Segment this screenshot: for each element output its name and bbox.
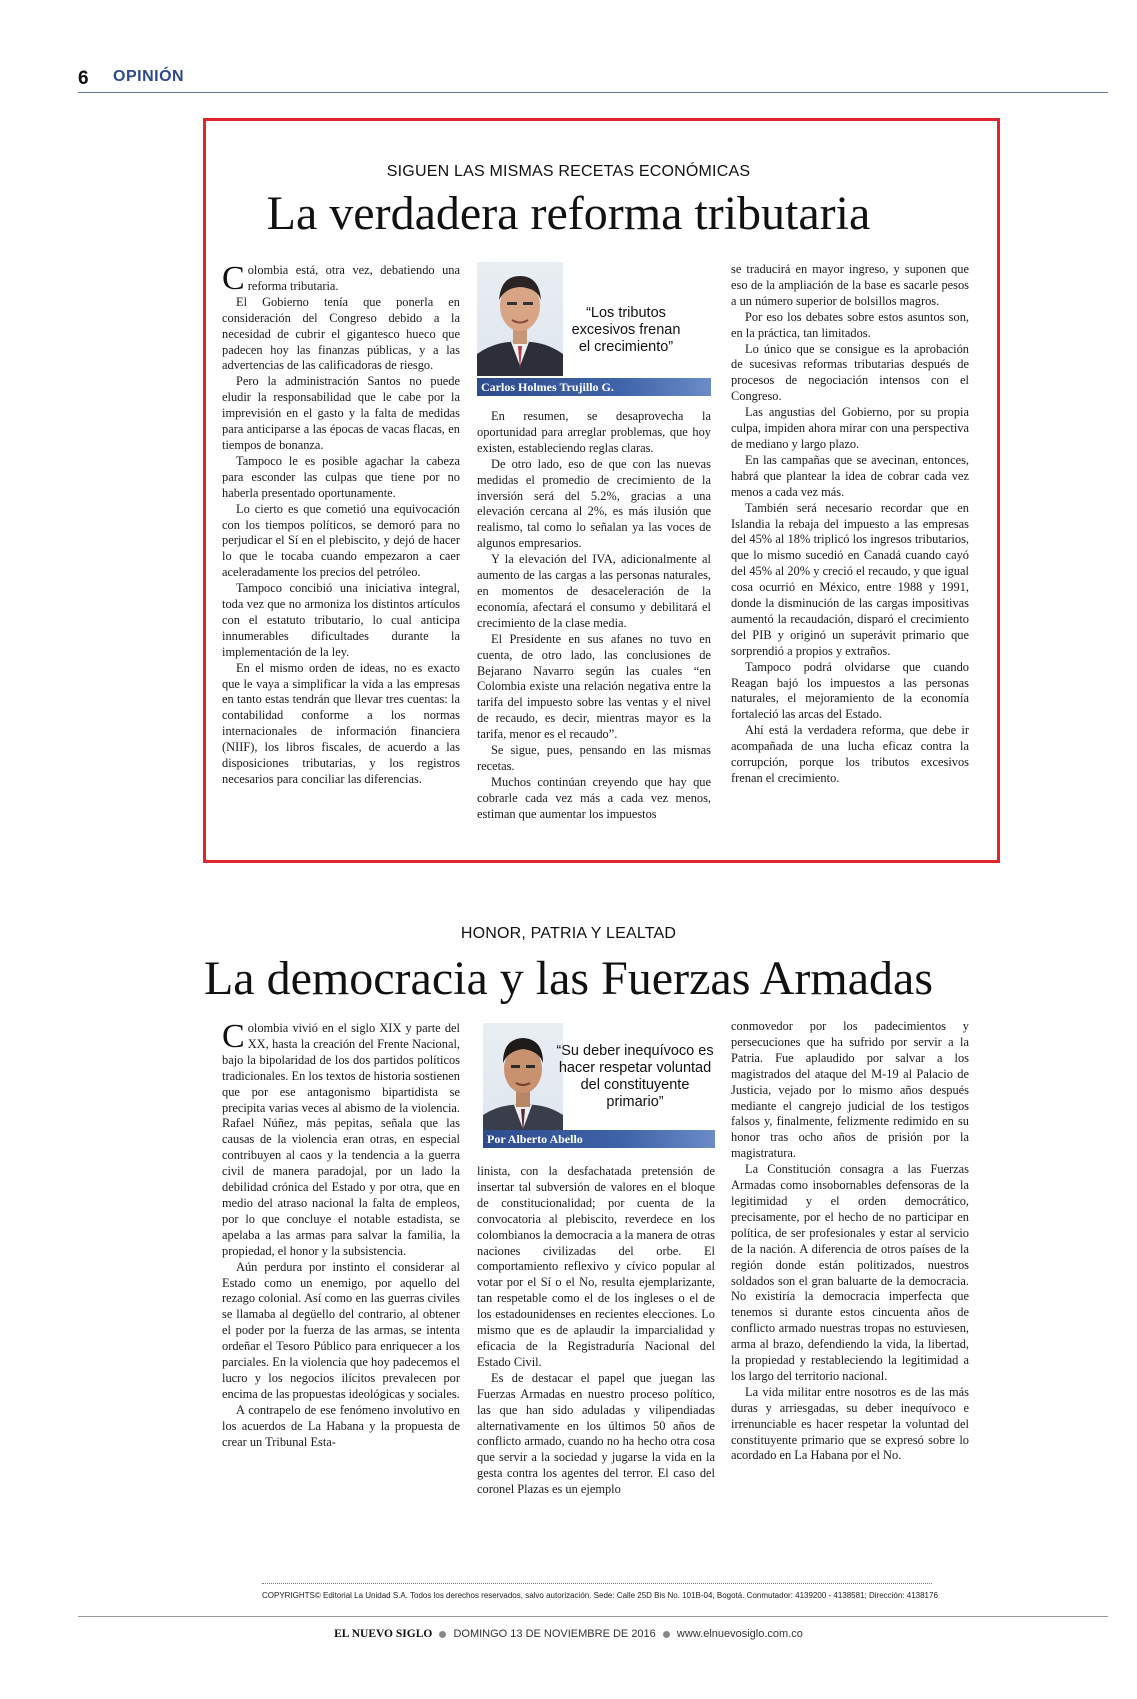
paragraph: Muchos continúan creyendo que hay que cobrarle cada vez más a cada vez menos, estiman que aumentar los impuestos xyxy=(477,774,711,821)
article2-column-2 xyxy=(477,1164,715,1498)
article2-headline: La democracia y las Fuerzas Armadas xyxy=(203,952,934,1005)
article1-headline: La verdadera reforma tributaria xyxy=(266,187,871,240)
paragraph: Y la elevación del IVA, adicionalmente al aumento de las cargas a las personas naturales, en momentos de desaceleración de la economía, afectará el consumo y debilitará el crecimiento de la clase media. xyxy=(477,552,711,630)
issue-date: DOMINGO 13 DE NOVIEMBRE DE 2016 xyxy=(453,1628,656,1640)
copyright-notice: COPYRIGHTS© Editorial La Unidad S.A. Todos los derechos reservados, salvo autorización. Sede: Calle 25D Bis No. 101B-04, Bogotá. Conmutador: 4139200 - 4138581; Dirección: 4138176 xyxy=(262,1591,938,1600)
pull-quote: “Su deber inequívoco es hacer respetar voluntad del constituyente primario” xyxy=(556,1043,714,1110)
paragraph: Lo cierto es que cometió una equivocación con los tiempos políticos, se demoró para no perjudicar el Sí en el plebiscito, y dejó de hacer lo que le tocaba cuando empezaron a caer aceleradamente los precios del petróleo. xyxy=(222,501,460,580)
section-name: OPINIÓN xyxy=(113,68,185,85)
publication-footer xyxy=(0,1628,1137,1640)
paragraph: Las angustias del Gobierno, por su propia culpa, impiden ahora mirar con una perspectiva de mediano y largo plazo. xyxy=(731,405,969,451)
article1-column-2 xyxy=(477,409,711,823)
article1-column-3 xyxy=(731,262,969,787)
pull-quote: “Los tributos excesivos frenan el crecimiento” xyxy=(571,305,681,355)
paragraph: De otro lado, eso de que con las nuevas medidas el promedio de crecimiento de la inversión será del 5.2%, gracias a una elevación cercana al 2%, es más ilusión que realismo, tal como lo señalan ya las voces de algunos empresarios. xyxy=(477,456,711,551)
article2-kicker: HONOR, PATRIA Y LEALTAD xyxy=(460,925,677,942)
paragraph: A contrapelo de ese fenómeno involutivo en los acuerdos de La Habana y la propuesta de crear un Tribunal Esta- xyxy=(222,1402,460,1449)
paragraph: En el mismo orden de ideas, no es exacto que le vaya a simplificar la vida a las empresas en tanto estas tendrán que llevar tres cuentas: la contabilidad conforme a los normas internacionales de información financiera (NIIF), los libros fiscales, de acuerdo a las disposiciones tributarias, y los registros necesarios para conciliar las diferencias. xyxy=(222,660,460,786)
article1-column-1 xyxy=(222,260,460,788)
website-link[interactable]: www.elnuevosiglo.com.co xyxy=(676,1628,803,1640)
paragraph: Ahí está la verdadera reforma, que debe ir acompañada de una lucha eficaz contra la corrupción, porque los tributos excesivos frenan el crecimiento. xyxy=(731,723,969,785)
bullet-icon xyxy=(439,1631,446,1638)
paragraph: El Gobierno tenía que ponerla en consideración del Congreso debido a la necesidad de cubrir el gigantesco hueco que padecen hoy las finanzas públicas, y a las advertencias de las calificadoras de riesgo. xyxy=(222,294,460,373)
article2-column-1 xyxy=(222,1018,460,1450)
paragraph: Es de destacar el papel que juegan las Fuerzas Armadas en nuestro proceso político, las que han sido aduladas y vilipendiadas alternativamente en los últimos 50 años de conflicto armado, cuando no ha hecho otra cosa que servir a la sociedad y jugarse la vida en la gesta contra los agentes del terror. El caso del coronel Plazas es un ejemplo xyxy=(477,1370,715,1497)
paragraph: En resumen, se desaprovecha la oportunidad para arreglar problemas, que hoy existen, estableciendo reglas claras. xyxy=(477,409,711,455)
author-portrait-icon xyxy=(477,262,563,376)
dropcap: C xyxy=(222,260,245,297)
author-byline: Por Alberto Abello xyxy=(483,1130,715,1148)
paragraph: Lo único que se consigue es la aprobación de sucesivas reformas tributarias después de procesos de negociación intensos con el Congreso. xyxy=(731,341,969,404)
paragraph: Por eso los debates sobre estos asuntos son, en la práctica, tan limitados. xyxy=(731,309,969,340)
article1-kicker: SIGUEN LAS MISMAS RECETAS ECONÓMICAS xyxy=(386,163,751,180)
bottom-divider xyxy=(78,1616,1108,1617)
author-portrait-icon xyxy=(483,1023,563,1137)
paragraph: En las campañas que se avecinan, entonces, habrá que plantear la idea de cobrar cada vez menos a cada vez más. xyxy=(731,452,969,499)
paragraph: La Constitución consagra a las Fuerzas Armadas como insobornables defensoras de la legitimidad y el orden democrático, precisamente, por el hecho de no participar en política, de ser profesionales y estar al servicio de la nación. A diferencia de otros países de la región donde están politizados, nuestros soldados son el gran baluarte de la democracia. No existiría la democracia imperfecta que tenemos si durante estos cincuenta años de conflicto armado nuestras tropas no estuviesen, arma al brazo, defendiendo la vida, la libertad, la propiedad y restableciendo la legitimidad a los largo del territorio nacional. xyxy=(731,1162,969,1383)
paragraph: olombia está, otra vez, debatiendo una reforma tributaria. xyxy=(247,263,460,293)
page-header xyxy=(78,66,1108,93)
footer-divider xyxy=(262,1583,932,1584)
bullet-icon xyxy=(663,1631,670,1638)
author-photo xyxy=(477,262,563,376)
author-byline: Carlos Holmes Trujillo G. xyxy=(477,378,711,396)
paragraph: Se sigue, pues, pensando en las mismas recetas. xyxy=(477,743,711,773)
paragraph: se traducirá en mayor ingreso, y suponen que eso de la ampliación de la base es sacarle pesos a un número superior de bolsillos magros. xyxy=(731,262,969,308)
dropcap: C xyxy=(222,1018,245,1055)
article2-column-3 xyxy=(731,1019,969,1464)
paragraph: Tampoco le es posible agachar la cabeza para esconder las culpas que tiene por no haberla presentado oportunamente. xyxy=(222,453,460,500)
paragraph: Tampoco concibió una iniciativa integral, toda vez que no armoniza los distintos artículos con el estatuto tributario, lo cual anticipa innumerables dificultades durante la implementación de la ley. xyxy=(222,581,460,659)
author-photo xyxy=(483,1023,563,1137)
paragraph: También será necesario recordar que en Islandia la rebaja del impuesto a las empresas del 45% al 18% triplicó los ingresos tributarios, que lo mismo sucedió en Canadá cuando cayó del 45% al 20% y creció el recaudo, y que igual cosa ocurrió en México, entre 1988 y 1991, donde la disminución de las cargas impositivas aumentó la recaudación, disparó el crecimiento del PIB y originó un superávit primario que sorprendió a propios y extraños. xyxy=(731,500,969,658)
paragraph: Tampoco podrá olvidarse que cuando Reagan bajó los impuestos a las personas naturales, el mejoramiento de la economía fortaleció las arcas del Estado. xyxy=(731,659,969,722)
paragraph: El Presidente en sus afanes no tuvo en cuenta, de otro lado, las conclusiones de Bejarano Navarro según las cuales “en Colombia existe una relación negativa entre la tarifa del impuesto sobre las ventas y el nivel de recaudo, es decir, mientras mayor es la tarifa, menor es el recaudo”. xyxy=(477,631,711,742)
newspaper-brand: EL NUEVO SIGLO xyxy=(334,1628,433,1640)
page-number: 6 xyxy=(78,68,89,89)
paragraph: linista, con la desfachatada pretensión de insertar tal subversión de valores en el bloque de constitucionalidad; por cuenta de la convocatoria al plebiscito, reverdece en los colombianos la democracia a la manera de otras naciones civilizadas del orbe. El comportamiento reflexivo y cívico popular al votar por el Sí o el No, resulta ejemplarizante, tan respetable como el de los ingleses o el de los estadounidenses en recientes elecciones. Lo mismo que es de aplaudir la imparcialidad y eficacia de la Registraduría Nacional del Estado Civil. xyxy=(477,1164,715,1369)
paragraph: conmovedor por los padecimientos y persecuciones que ha sufrido por servir a la Patria. Fue aplaudido por salvar a los magistrados del ataque del M-19 al Palacio de Justicia, vejado por lo mismo años después mediante el cangrejo judicial de los testigos falsos y, finalmente, felizmente redimido en su honor tras ocho años de prisión por la magistratura. xyxy=(731,1019,969,1161)
paragraph: olombia vivió en el siglo XIX y parte del XX, hasta la creación del Frente Nacional, bajo la bipolaridad de los dos partidos políticos tradicionales. En los textos de historia sostienen que por ese antagonismo bipartidista se precipita varias veces al abismo de la violencia. Rafael Núñez, más pepitas, señala que las causas de la violencia eran otras, en especial contribuyen al caos y la tendencia a la guerra civil de manera paradojal, por un lado la debilidad crónica del Estado y por otra, que en medio del atraso nacional la falta de empleos, por lo que concluye el notable estadista, se apelaba a las armas para salvar la familia, la propiedad, el honor y la subsistencia. xyxy=(222,1021,460,1258)
paragraph: Aún perdura por instinto el considerar al Estado como un enemigo, por aquello del rezago colonial. Así como en las guerras civiles se llamaba al degüello del contrario, al obtener el poder por la fuerza de las armas, se intenta ordeñar el Tesoro Público para enriquecer a los parciales. En la violencia que hoy padecemos el lucro y los negocios ilícitos prevalecen por encima de las propuestas ideológicas y sociales. xyxy=(222,1259,460,1401)
paragraph: Pero la administración Santos no puede eludir la responsabilidad que le cabe por la imprevisión en el gasto y la falta de medidas para anticiparse a las épocas de vacas flacas, en tiempos de bonanza. xyxy=(222,374,460,452)
paragraph: La vida militar entre nosotros es de las más duras y arriesgadas, su deber inequívoco e irrenunciable es hacer respetar la voluntad del constituyente primario que se expresó sobre lo acordado en La Habana por el No. xyxy=(731,1384,969,1463)
